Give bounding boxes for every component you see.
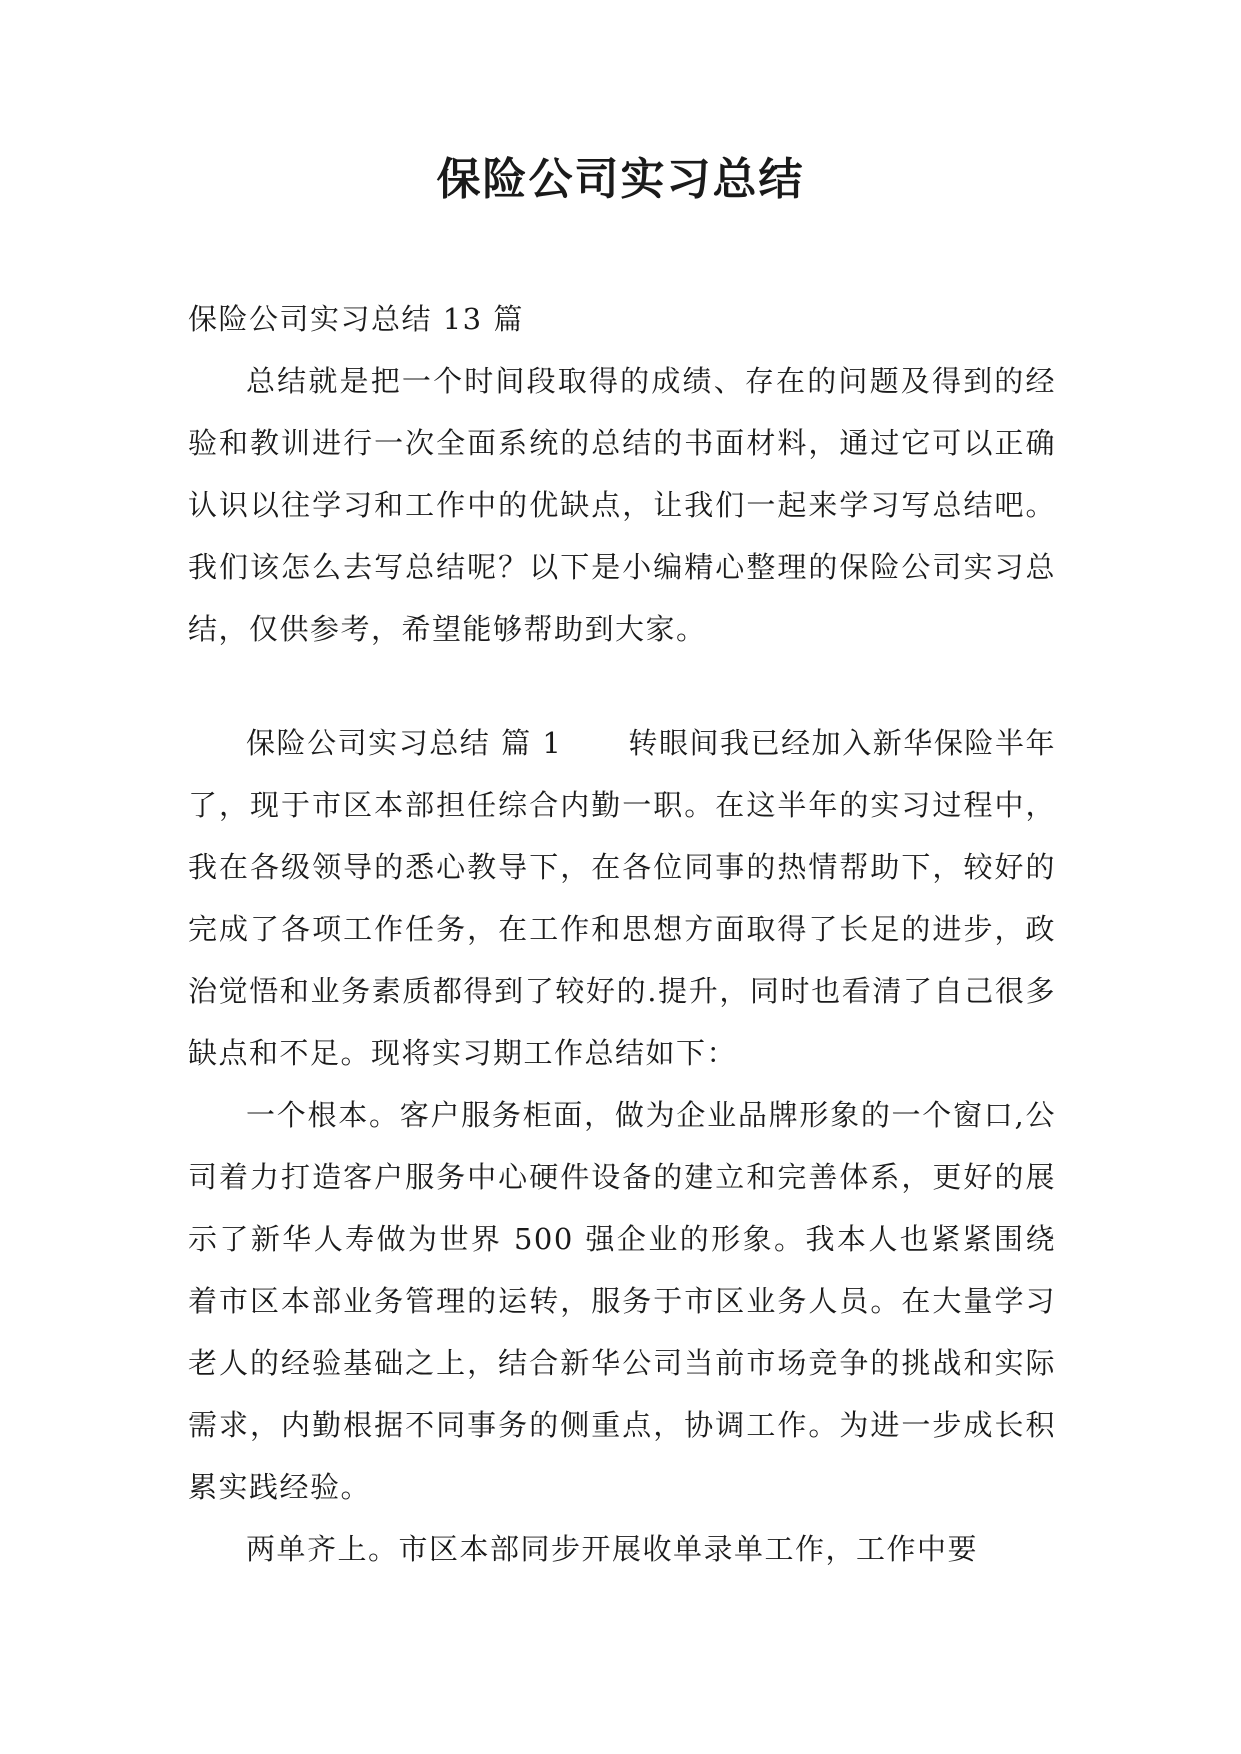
document-subtitle: 保险公司实习总结 13 篇 [188,302,524,336]
document-body [188,288,1056,1580]
section-1-heading: 保险公司实习总结 篇 1 [246,726,563,760]
section-1-paragraph-1-text: 转眼间我已经加入新华保险半年了，现于市区本部担任综合内勤一职。在这半年的实习过程中，我在各级领导的悉心教导下，在各位同事的热情帮助下，较好的完成了各项工作任务，在工作和思想方面取得了长足的进步，政治觉悟和业务素质都得到了较好的.提升，同时也看清了自己很多缺点和不足。现将实习期工作总结如下： [188,726,1056,1070]
document-title: 保险公司实习总结 [436,154,805,205]
section-1-paragraph-2: 一个根本。客户服务柜面，做为企业品牌形象的一个窗口,公司着力打造客户服务中心硬件设备的建立和完善体系，更好的展示了新华人寿做为世界 500 强企业的形象。我本人也紧紧围绕着市区本部业务管理的运转，服务于市区业务人员。在大量学习老人的经验基础之上，结合新华公司当前市场竞争的挑战和实际需求，内勤根据不同事务的侧重点，协调工作。为进一步成长积累实践经验。 [188,1098,1056,1504]
section-1-first-paragraph [188,712,1056,1084]
intro-paragraph: 总结就是把一个时间段取得的成绩、存在的问题及得到的经验和教训进行一次全面系统的总结的书面材料，通过它可以正确认识以往学习和工作中的优缺点，让我们一起来学习写总结吧。我们该怎么去写总结呢？以下是小编精心整理的保险公司实习总结，仅供参考，希望能够帮助到大家。 [188,364,1056,646]
section-1-paragraph-3: 两单齐上。市区本部同步开展收单录单工作，工作中要 [246,1532,979,1566]
